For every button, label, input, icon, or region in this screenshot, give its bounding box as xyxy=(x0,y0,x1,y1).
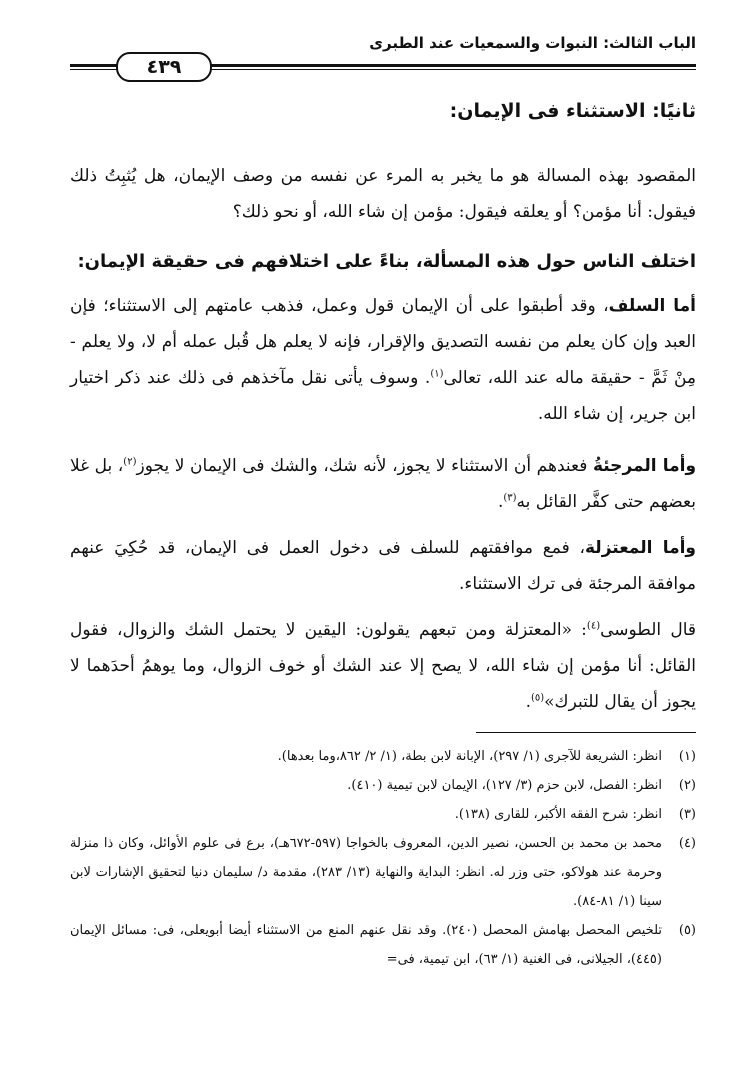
footnote-5 xyxy=(70,916,696,974)
tusi-tail: . xyxy=(525,692,531,712)
paragraph-mutazila xyxy=(70,530,696,602)
footnote-rule xyxy=(476,732,696,733)
mutazila-text: ، فمع موافقتهم للسلف فى دخول العمل فى الإيمان، قد حُكِيَ عنهم موافقة المرجئة فى ترك الاستثناء. xyxy=(70,538,696,594)
footnote-4 xyxy=(70,829,696,916)
tusi-lead: قال الطوسى xyxy=(600,620,696,640)
footnote-number: (٣) xyxy=(678,807,696,822)
murjia-mid: ، بل غلا بعضهم حتى كفَّر القائل به xyxy=(70,456,696,512)
footnote-ref-2: (٢) xyxy=(123,456,137,468)
footnote-number: (٤) xyxy=(678,836,696,851)
mutazila-lead: وأما المعتزلة xyxy=(585,538,696,558)
footnote-number: (٥) xyxy=(678,923,696,938)
footnote-text: محمد بن محمد بن الحسن، نصير الدين، المعروف بالخواجا (٥٩٧-٦٧٢هـ)، برع فى علوم الأوائل، وكان ذا منزلة وحرمة عند هولاكو، حتى وزر له. انظر: البداية والنهاية (١٣/ ٢٨٣)، مقدمة د/ سليمان دنيا لتحقيق الإشارات لابن سينا (١/ ٨١-٨٤). xyxy=(70,836,662,909)
footnote-3 xyxy=(70,800,696,829)
section-heading: ثانيًا: الاستثناء فى الإيمان: xyxy=(449,100,696,122)
footnote-ref-1: (١) xyxy=(430,368,444,380)
salaf-text: ، وقد أطبقوا على أن الإيمان قول وعمل، فذهب عامتهم إلى الاستثناء؛ فإن العبد وإن كان يعلم من نفسه التصديق والإقرار، فإنه لا يعلم هل قُبل عمله أم لا، ولا يعلم - مِنْ ثَمَّ - حقيقة ماله عند الله، تعالى xyxy=(70,296,696,388)
paragraph-1: المقصود بهذه المسالة هو ما يخبر به المرء عن نفسه من وصف الإيمان، هل يُثبِتُ ذلك فيقول: أنا مؤمن؟ أو يعلقه فيقول: مؤمن إن شاء الله، أو نحو ذلك؟ xyxy=(70,166,696,222)
murjia-tail: . xyxy=(497,492,504,512)
footnote-number: (٢) xyxy=(678,778,696,793)
footnote-text: انظر: الفصل، لابن حزم (٣/ ١٢٧)، الإيمان لابن تيمية (٤١٠). xyxy=(347,778,662,793)
footnote-text: تلخيص المحصل بهامش المحصل (٢٤٠). وقد نقل عنهم المنع من الاستثناء أيضا أبويعلى، فى: مسائل الإيمان (٤٤٥)، الجيلانى، فى الغنية (١/ ٦٣)، ابن تيمية، فى= xyxy=(70,923,662,967)
footnote-number: (١) xyxy=(678,749,696,764)
paragraph-tusi xyxy=(70,612,696,720)
footnote-ref-4: (٤) xyxy=(586,620,601,632)
paragraph-salaf xyxy=(70,288,696,432)
footnote-text: انظر: شرح الفقه الأكبر، للقارى (١٣٨). xyxy=(454,807,662,822)
salaf-tail: . وسوف يأتى نقل مآخذهم فى ذلك عند ذكر اختيار ابن جرير، إن شاء الله. xyxy=(70,368,696,424)
footnote-text: انظر: الشريعة للآجرى (١/ ٢٩٧)، الإبانة لابن بطة، (١/ ٢/ ٨٦٢،وما بعدها). xyxy=(277,749,662,764)
book-page xyxy=(70,0,696,1081)
paragraph-heading: اختلف الناس حول هذه المسألة، بناءً على اختلافهم فى حقيقة الإيمان: xyxy=(77,251,696,272)
murjia-lead: وأما المرجئةُ xyxy=(592,456,697,476)
paragraph-murjia xyxy=(70,448,696,520)
footnote-2 xyxy=(70,771,696,800)
footnote-1 xyxy=(70,742,696,771)
salaf-lead: أما السلف xyxy=(608,296,696,316)
footnote-ref-5: (٥) xyxy=(530,692,545,704)
footnotes xyxy=(70,742,696,974)
tusi-text: : «المعتزلة ومن تبعهم يقولون: اليقين لا يحتمل الشك والزوال، فقول القائل: أنا مؤمن إن شاء الله، لا يصح إلا عند الشك أو خوف الزوال، وما يوهمُ أحدَهما لا يجوز أن يقال للتبرك» xyxy=(70,620,696,712)
footnote-ref-3: (٣) xyxy=(503,492,517,504)
page-number: ٤٣٩ xyxy=(116,52,212,82)
murjia-text: فعندهم أن الاستثناء لا يجوز، لأنه شك، والشك فى الإيمان لا يجوز xyxy=(136,456,593,476)
running-header: الباب الثالث: النبوات والسمعيات عند الطبرى xyxy=(369,34,696,52)
